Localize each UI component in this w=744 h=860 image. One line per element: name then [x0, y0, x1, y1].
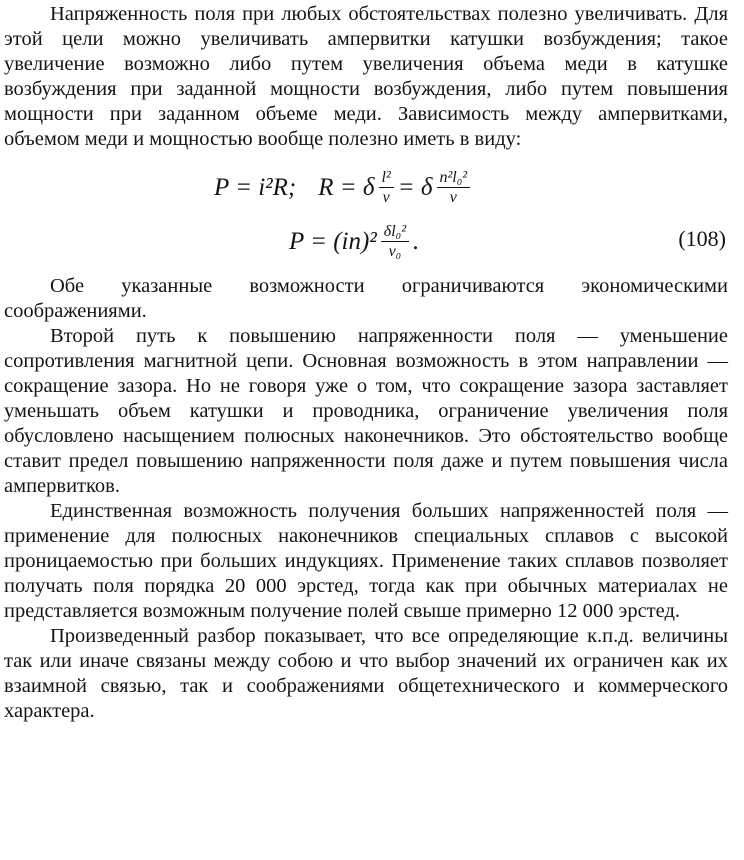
frac2-numerator: n²l₀² [437, 168, 471, 188]
paragraph-second-way: Второй путь к повышению напряженности поля — уменьшение сопротивления магнитной цепи. Основная возможность в этом направлении — сокращение зазора. Но не говоря уже о том, что сокращение зазора заставляет уменьшать объем катушки и проводника, ограничение увеличения поля обусловлено насыщением полюсных наконечников. Это обстоятельство вообще ставит предел повышению напряженности поля даже и путем повышения числа ампервитков. [4, 325, 728, 497]
fraction-dl02-over-v0 [381, 222, 409, 261]
paragraph-conclusion: Произведенный разбор показывает, что все определяющие к.п.д. величины так или иначе связаны между собою и что выбор значений их ограничен как их взаимной связью, так и соображениями общетехнического и коммерческого характера. [4, 625, 728, 722]
fraction-l2-over-v [379, 168, 394, 207]
equation-power-resistance [214, 168, 474, 207]
paragraph-alloys: Единственная возможность получения больших напряженностей поля — применение для полюсных наконечников специальных сплавов с высокой проницаемостью при больших индукциях. Применение таких сплавов позволяет получать поля порядка 20 000 эрстед, тогда как при обычных материалах не представляется возможным получение полей свыше примерно 12 000 эрстед. [4, 500, 728, 622]
eq1-left: P = i²R; [214, 173, 297, 201]
eq2-left: P = (in)² [289, 227, 377, 255]
eq2-end: . [413, 227, 420, 255]
frac1-numerator: l² [379, 168, 394, 188]
frac3-denominator: v₀ [388, 243, 402, 260]
frac2-denominator: v [449, 189, 457, 206]
equation-number: (108) [678, 226, 726, 251]
eq1-middle: = δ [397, 173, 433, 201]
formula-108 [4, 152, 728, 274]
paragraph-economic: Обе указанные возможности ограничиваются экономическими соображениями. [4, 275, 728, 322]
frac1-denominator: v [382, 189, 390, 206]
page-text [4, 2, 728, 724]
equation-power-ampere-turns [289, 222, 419, 261]
eq1-resistance: R = δ [318, 173, 375, 201]
fraction-n2l02-over-v [437, 168, 471, 207]
frac3-numerator: δl₀² [381, 222, 409, 242]
paragraph-intro: Напряженность поля при любых обстоятельствах полезно увеличивать. Для этой цели можно увеличивать ампервитки катушки возбуждения; такое увеличение возможно либо путем увеличения объема меди в катушке возбуждения при заданной мощности возбуждения, либо путем повышения мощности при заданном объеме меди. Зависимость между ампервитками, объемом меди и мощностью вообще полезно иметь в виду: [4, 3, 728, 150]
